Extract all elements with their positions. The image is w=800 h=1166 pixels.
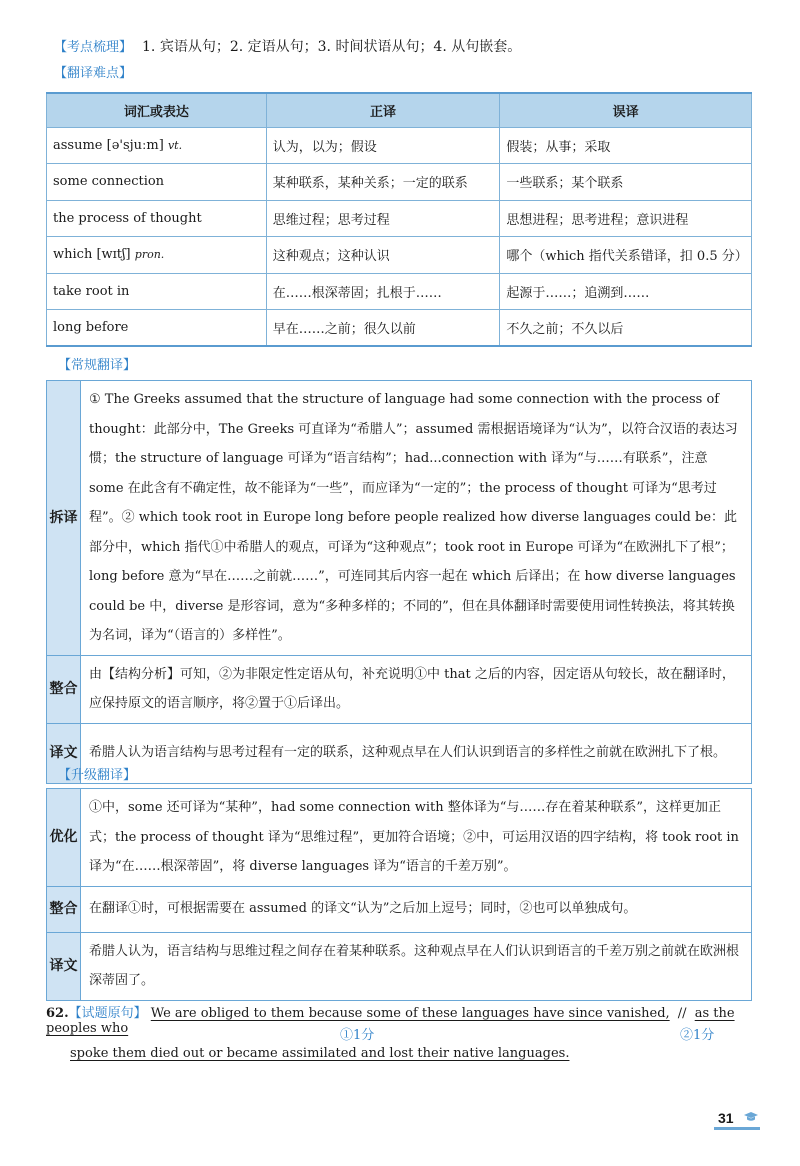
chaiyi-label: 拆译 <box>47 381 81 656</box>
vocab-correct: 早在……之前；很久以前 <box>266 310 500 347</box>
vocab-wrong: 一些联系；某个联系 <box>500 164 752 201</box>
chaiyi-text: ① The Greeks assumed that the structure of language had some connection with the process of thought：此部分中，The Greeks 可直译为“希腊人”；assumed 需根据语境译为“认为”，以符合汉语的表达习惯；the structure of language 可译为“语言结构”；had...connection with 译为“与……有联系”，注意 some 在此含有不确定性，故不能译为“一些”，而应译为“一定的”；the process of thought 可译为“思考过程”。② which took root in Europe long before people realized how diverse languages could be：此部分中，which 指代①中希腊人的观点，可译为“这种观点”；took root in Europe 可译为“在欧洲扎下了根”；long before 意为“早在……之前就……”，可连同其后内容一起在 which 后译出；在 how diverse languages could be 中，diverse 是形容词，意为“多种多样的；不同的”，但在具体翻译时需要使用词性转换法，将其转换为名词，译为“（语言的）多样性”。 <box>81 381 752 656</box>
chaiyi-row <box>47 381 752 656</box>
question-source-tag: 【试题原句】 <box>68 1006 147 1021</box>
youhua-label: 优化 <box>47 789 81 887</box>
yiwen-row <box>47 723 752 783</box>
page-number-underline <box>714 1127 760 1130</box>
vocab-term: some connection <box>47 164 267 201</box>
question-part2a: as the peoples who <box>46 1006 735 1036</box>
page-number: 31 <box>718 1110 734 1126</box>
vocab-row <box>47 200 752 237</box>
kaodian-line <box>54 36 521 56</box>
question-number: 62. <box>46 1006 69 1021</box>
question-part1: We are obliged to them because some of these languages have since vanished, <box>150 1006 670 1021</box>
zhenghe-label: 整合 <box>47 655 81 723</box>
vocab-correct: 思维过程；思考过程 <box>266 200 500 237</box>
vocab-row <box>47 237 752 274</box>
zhenghe-text: 由【结构分析】可知，②为非限定性定语从句，补充说明①中 that 之后的内容，因定语从句较长，故在翻译时，应保持原文的语言顺序，将②置于①后译出。 <box>81 655 752 723</box>
vocab-wrong: 哪个（which 指代关系错译，扣 0.5 分） <box>500 237 752 274</box>
vocab-pos: pron. <box>134 248 165 262</box>
question-62 <box>46 1002 756 1036</box>
zhenghe2-label: 整合 <box>47 886 81 932</box>
vocab-row <box>47 310 752 347</box>
vocab-correct: 在……根深蒂固；扎根于…… <box>266 273 500 310</box>
score-1: ①1分 <box>340 1028 375 1043</box>
changgui-box <box>46 380 752 784</box>
vocab-wrong: 不久之前；不久以后 <box>500 310 752 347</box>
kaodian-text: 1. 宾语从句；2. 定语从句；3. 时间状语从句；4. 从句嵌套。 <box>142 39 522 55</box>
vocab-term: the process of thought <box>47 200 267 237</box>
vocab-header-row <box>47 93 752 127</box>
changgui-tag: 【常规翻译】 <box>58 358 137 373</box>
vocab-term: long before <box>47 310 267 347</box>
vocab-term <box>47 237 267 274</box>
zhenghe2-text: 在翻译①时，可根据需要在 assumed 的译文“认为”之后加上逗号；同时，②也可以单独成句。 <box>81 886 752 932</box>
vocab-row <box>47 127 752 164</box>
split-marker: // <box>677 1006 687 1021</box>
fanyi-nandian-tag: 【翻译难点】 <box>54 66 133 81</box>
vocab-correct: 认为，以为；假设 <box>266 127 500 164</box>
zhenghe2-row <box>47 886 752 932</box>
vocab-correct: 这种观点；这种认识 <box>266 237 500 274</box>
vocab-row <box>47 164 752 201</box>
vocab-correct: 某种联系，某种关系；一定的联系 <box>266 164 500 201</box>
yiwen-text: 希腊人认为语言结构与思考过程有一定的联系，这种观点早在人们认识到语言的多样性之前就在欧洲扎下了根。 <box>81 723 752 783</box>
yiwen-label: 译文 <box>47 723 81 783</box>
score-2: ②1分 <box>680 1028 715 1043</box>
vocab-term: take root in <box>47 273 267 310</box>
youhua-text: ①中，some 还可译为“某种”，had some connection with 整体译为“与……存在着某种联系”，这样更加正式；the process of thought 译为“思维过程”，更加符合语境；②中，可运用汉语的四字结构，将 took root in 译为“在……根深蒂固”，将 diverse languages 译为“语言的千差万别”。 <box>81 789 752 887</box>
vocab-term-text: which [wɪtʃ] <box>53 247 131 263</box>
yiwen2-row <box>47 932 752 1000</box>
yiwen2-text: 希腊人认为，语言结构与思维过程之间存在着某种联系。这种观点早在人们认识到语言的千差万别之前就在欧洲根深蒂固了。 <box>81 932 752 1000</box>
vocab-header-term: 词汇或表达 <box>47 93 267 127</box>
shengji-tag: 【升级翻译】 <box>58 768 137 783</box>
vocab-pos: vt. <box>167 138 183 152</box>
graduation-cap-icon <box>744 1112 758 1122</box>
yiwen2-label: 译文 <box>47 932 81 1000</box>
vocab-term <box>47 127 267 164</box>
youhua-row <box>47 789 752 887</box>
vocab-row <box>47 273 752 310</box>
vocab-wrong: 假装；从事；采取 <box>500 127 752 164</box>
vocab-table <box>46 92 752 347</box>
vocab-wrong: 思想进程；思考进程；意识进程 <box>500 200 752 237</box>
vocab-wrong: 起源于……；追溯到…… <box>500 273 752 310</box>
vocab-term-text: assume [ə'sjuːm] <box>53 137 164 153</box>
vocab-header-wrong: 误译 <box>500 93 752 127</box>
vocab-header-correct: 正译 <box>266 93 500 127</box>
zhenghe-row <box>47 655 752 723</box>
kaodian-tag: 【考点梳理】 <box>54 40 133 55</box>
question-part2b: spoke them died out or became assimilated and lost their native languages. <box>70 1046 570 1061</box>
shengji-box <box>46 788 752 1001</box>
